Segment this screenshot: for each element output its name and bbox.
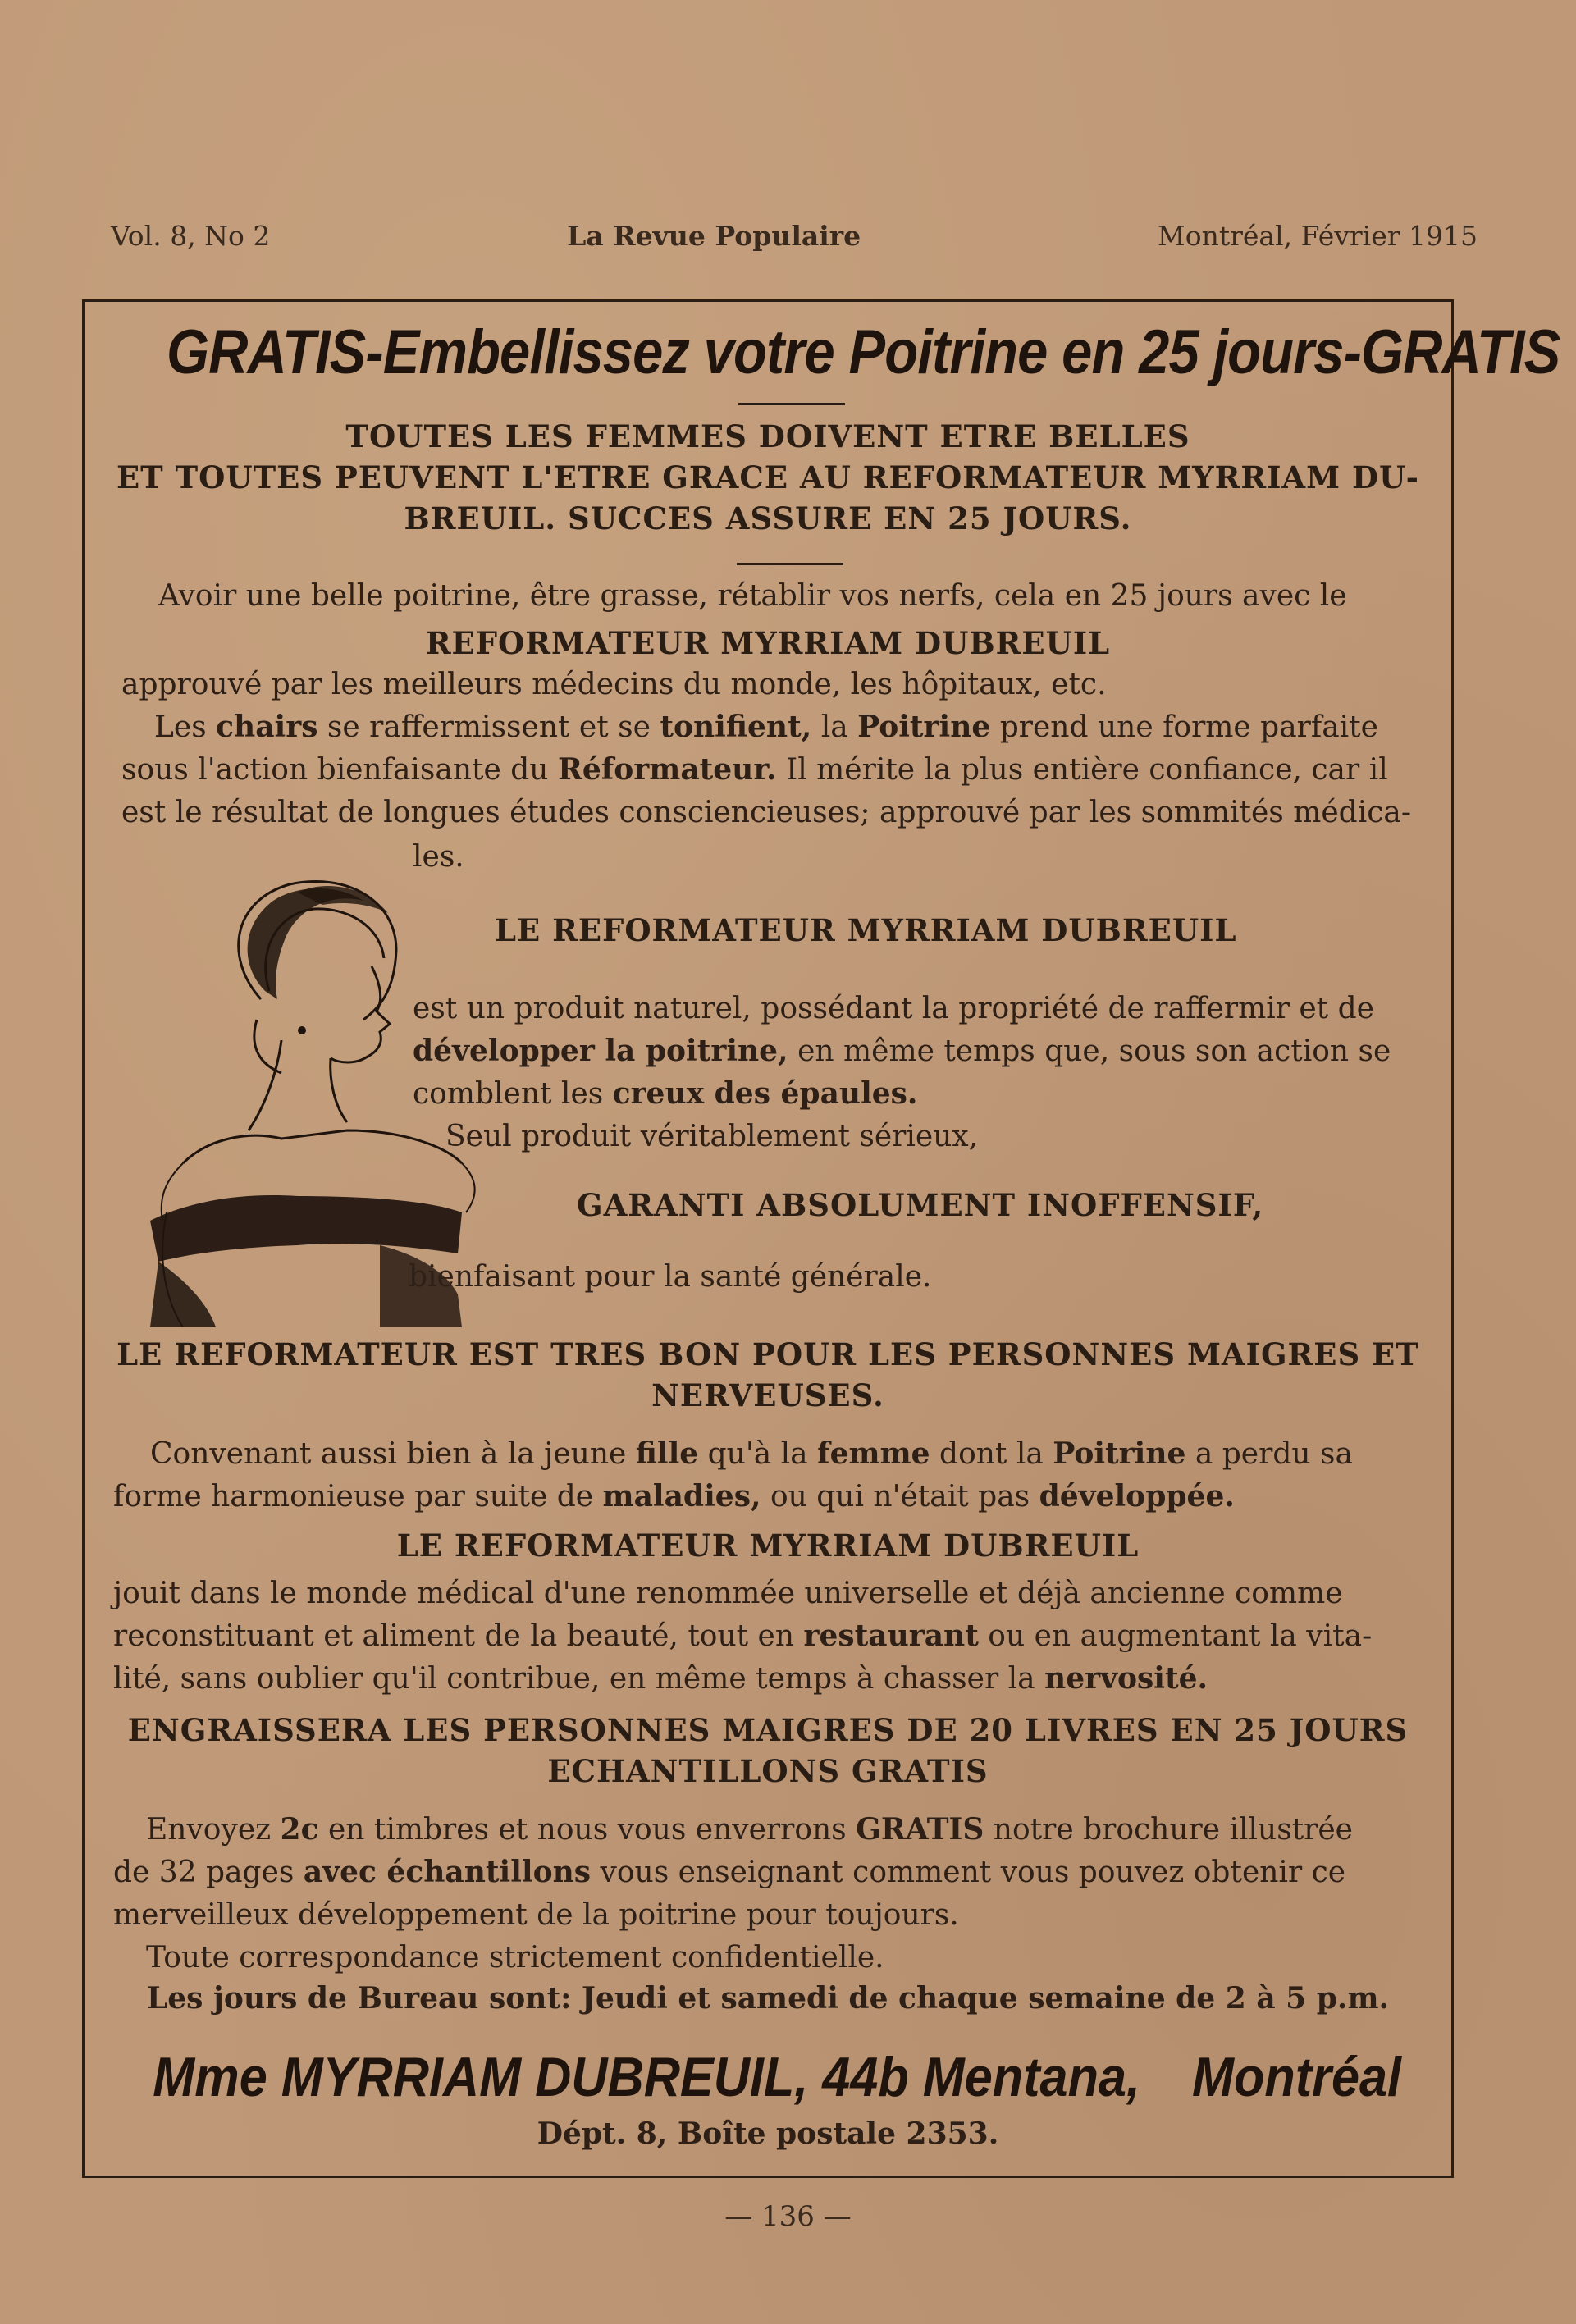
- paragraph-3-line-2: forme harmonieuse par suite de maladies, ou qui n'était pas développée.: [113, 1479, 1235, 1514]
- headline-line-2: ET TOUTES PEUVENT L'ETRE GRACE AU REFORMATEUR MYRRIAM DU-: [116, 459, 1420, 495]
- paragraph-4-line-3: lité, sans oublier qu'il contribue, en même temps à chasser la nervosité.: [113, 1661, 1208, 1696]
- intro-text: Avoir une belle poitrine, être grasse, rétablir vos nerfs, cela en 25 jours avec le: [158, 579, 1347, 613]
- product-name: LE REFORMATEUR MYRRIAM DUBREUIL: [495, 912, 1237, 948]
- signature-name: Mme MYRRIAM DUBREUIL, 44b Mentana,: [153, 2046, 1141, 2108]
- paragraph-2-line-1: est un produit naturel, possédant la propriété de raffermir et de: [413, 992, 1374, 1025]
- signature-address: [153, 2045, 1402, 2109]
- paragraph-4-line-1: jouit dans le monde médical d'une renommée universelle et déjà ancienne comme: [113, 1577, 1343, 1610]
- divider: [737, 563, 843, 565]
- issue-date: Montréal, Février 1915: [1157, 220, 1478, 252]
- paragraph-2-line-4: Seul produit véritablement sérieux,: [445, 1120, 979, 1153]
- headline-line-1: TOUTES LES FEMMES DOIVENT ETRE BELLES: [345, 418, 1190, 454]
- signature-city: Montréal: [1192, 2046, 1402, 2108]
- product-name: REFORMATEUR MYRRIAM DUBREUIL: [425, 625, 1111, 661]
- paragraph-2-line-3: comblent les creux des épaules.: [413, 1076, 918, 1111]
- ad-title: GRATIS-Embellissez votre Poitrine en 25 jours-GRATIS: [166, 317, 1560, 387]
- running-header: [111, 220, 1478, 252]
- postal-address: Dépt. 8, Boîte postale 2353.: [537, 2116, 999, 2151]
- paragraph-5-line-4: Toute correspondance strictement confidentielle.: [146, 1941, 884, 1975]
- samples-heading: ECHANTILLONS GRATIS: [547, 1753, 989, 1789]
- advertisement: [82, 299, 1560, 2178]
- thin-people-heading-line-1: LE REFORMATEUR EST TRES BON POUR LES PERSONNES MAIGRES ET: [116, 1336, 1419, 1372]
- headline-line-3: BREUIL. SUCCES ASSURE EN 25 JOURS.: [404, 500, 1132, 536]
- product-name: LE REFORMATEUR MYRRIAM DUBREUIL: [396, 1527, 1140, 1564]
- fatten-heading: ENGRAISSERA LES PERSONNES MAIGRES DE 20 LIVRES EN 25 JOURS: [127, 1712, 1409, 1748]
- volume-number: Vol. 8, No 2: [111, 220, 271, 252]
- paragraph-1-line-2: sous l'action bienfaisante du Réformateur. Il mérite la plus entière confiance, car il: [121, 752, 1388, 787]
- paragraph-1-line-1: Les chairs se raffermissent et se tonifient, la Poitrine prend une forme parfaite: [154, 710, 1378, 744]
- paragraph-4-line-2: reconstituant et aliment de la beauté, tout en restaurant ou en augmentant la vita-: [113, 1619, 1373, 1653]
- paragraph-5-line-2: de 32 pages avec échantillons vous enseignant comment vous pouvez obtenir ce: [113, 1855, 1346, 1889]
- guarantee-heading: GARANTI ABSOLUMENT INOFFENSIF,: [577, 1187, 1264, 1223]
- publication-title: La Revue Populaire: [567, 220, 861, 252]
- paragraph-1-line-3: est le résultat de longues études consciencieuses; approuvé par les sommités médica-: [121, 796, 1411, 829]
- paragraph-5-line-1: Envoyez 2c en timbres et nous vous enverrons GRATIS notre brochure illustrée: [146, 1812, 1353, 1847]
- office-hours: Les jours de Bureau sont: Jeudi et samedi de chaque semaine de 2 à 5 p.m.: [146, 1981, 1390, 2016]
- divider: [738, 403, 845, 405]
- thin-people-heading-line-2: NERVEUSES.: [651, 1377, 884, 1413]
- paragraph-5-line-3: merveilleux développement de la poitrine pour toujours.: [113, 1898, 959, 1932]
- approval-text: approuvé par les meilleurs médecins du monde, les hôpitaux, etc.: [121, 668, 1107, 701]
- paragraph-2-line-2: développer la poitrine, en même temps que, sous son action se: [413, 1034, 1391, 1068]
- health-text: bienfaisant pour la santé générale.: [409, 1260, 932, 1294]
- paragraph-1-line-4: les.: [413, 840, 464, 874]
- paragraph-3-line-1: Convenant aussi bien à la jeune fille qu'à la femme dont la Poitrine a perdu sa: [150, 1436, 1353, 1471]
- page-number: — 136 —: [724, 2200, 852, 2233]
